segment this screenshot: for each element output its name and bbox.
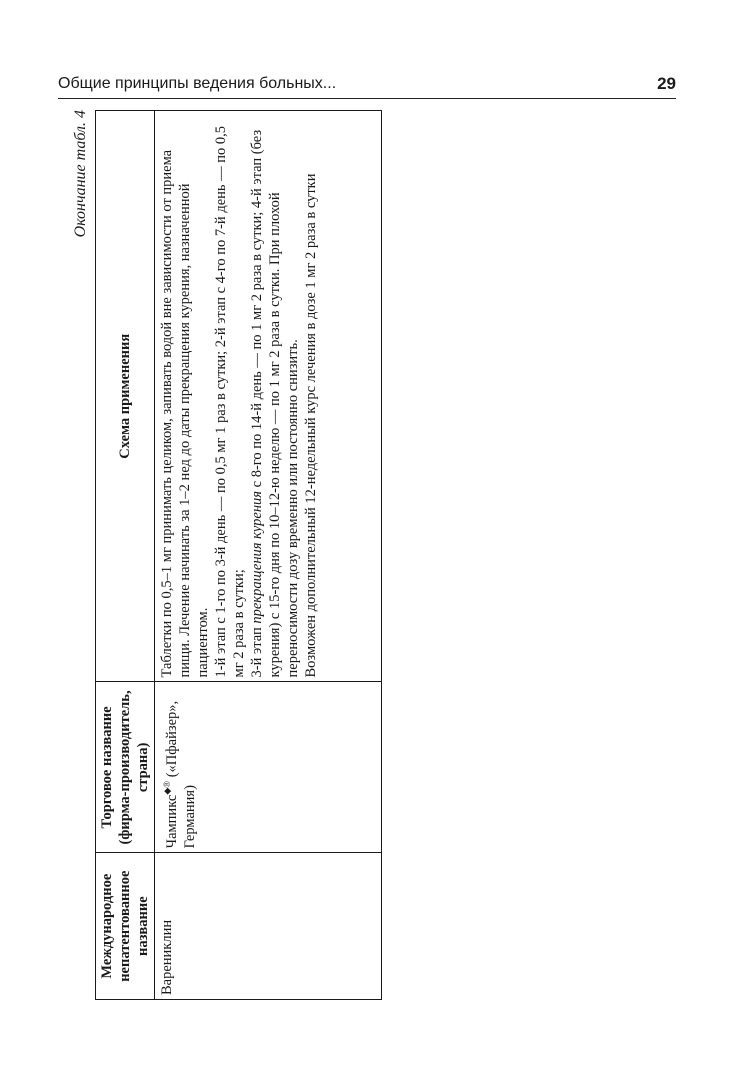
- trade-name-text: [158, 686, 199, 848]
- column-header-inn: Международное непатентованное название: [96, 853, 155, 1000]
- scheme-paragraph-3: [248, 115, 302, 677]
- running-header: [58, 72, 676, 99]
- scheme-p3-start: 3-й этап: [249, 623, 265, 678]
- cell-inn: [155, 853, 382, 1000]
- scheme-paragraph-4: Возможен дополнительный 12-недельный курс лечения в дозе 1 мг 2 раза в сутки: [303, 173, 319, 678]
- page-number: 29: [657, 74, 676, 93]
- table-row: [155, 111, 382, 1000]
- cell-trade-name: [155, 682, 382, 853]
- trademark-mark: ◆®: [162, 780, 172, 795]
- caption-prefix: Окончание: [72, 160, 89, 238]
- rotated-table-block: [72, 110, 380, 1000]
- scheme-p3-italic: прекращения курения: [249, 490, 265, 624]
- table-header-row: [96, 111, 155, 1000]
- trade-name-rest: («Пфайзер», Германия): [163, 700, 198, 849]
- column-header-trade-name: Торговое название (фирма-производитель, страна): [96, 682, 155, 853]
- scheme-paragraph-2: 1-й этап с 1-го по 3-й день — по 0,5 мг 1 раз в сутки; 2-й этап с 4-го по 7-й день — по 0,5 мг 2 раза в сутки;: [213, 125, 247, 678]
- scheme-paragraph-1: Таблетки по 0,5–1 мг принимать целиком, запивать водой вне зависимости от приема пищи. Лечение начинать за 1–2 нед до даты прекращения курения, назначенной пациентом.: [159, 149, 211, 678]
- drug-table: [95, 110, 382, 1000]
- inn-text: Варениклин: [159, 919, 175, 995]
- trade-name: Чампикс: [163, 794, 180, 849]
- caption-ref: табл. 4: [72, 110, 89, 161]
- column-header-scheme: Схема применения: [96, 111, 155, 682]
- scheme-p3-end: с 8-го по 14-й день — по 1 мг 2 раза в сутки; 4-й этап (без курения) с 15-го дня по 10–12-ю неделю — по 1 мг 2 раза в сутки. При плохой переносимости дозу временно или постоянно снизить.: [249, 129, 301, 678]
- table-caption: [72, 110, 90, 237]
- running-title: Общие принципы ведения больных...: [58, 75, 337, 92]
- cell-scheme: [155, 111, 382, 682]
